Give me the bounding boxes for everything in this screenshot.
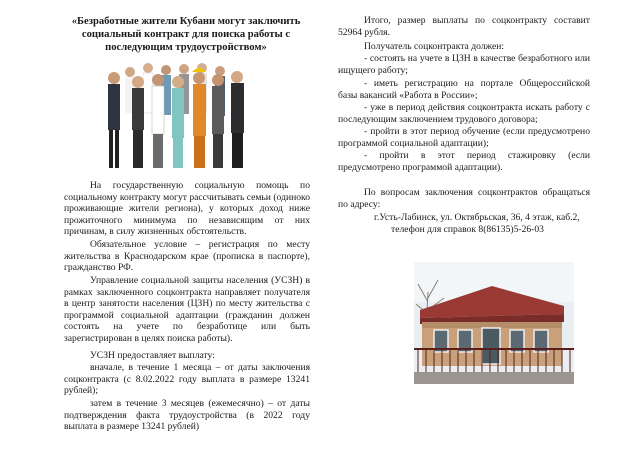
requirement-item: - пройти в этот период обучение (если предусмотрено программой социальной адаптации); (338, 126, 590, 149)
paragraph-requirement: Обязательное условие – регистрация по месту жительства в Краснодарском крае (прописка в паспорте), гражданство РФ. (64, 239, 310, 274)
workers-group-image (100, 60, 250, 172)
requirements-title: Получатель соцконтракта должен: (364, 41, 505, 52)
paragraph-payment-intro: УСЗН предоставляет выплату: (90, 350, 215, 361)
office-building-photo (414, 262, 574, 384)
requirement-item: - уже в период действия соцконтракта искать работу с последующим заключением трудового договора; (338, 102, 590, 125)
requirement-item: - состоять на учете в ЦЗН в качестве безработного или ищущего работу; (338, 53, 590, 76)
paragraph-payment-next: затем в течение 3 месяцев (ежемесячно) – от даты подтверждения факта трудоустройства (в 2022 году выплата в размере 13241 рублей) (64, 398, 310, 433)
requirement-item: - иметь регистрацию на портале Общероссийской базы вакансий «Работа в России»; (338, 78, 590, 101)
requirement-item: - пройти в этот период стажировку (если предусмотрено программой адаптации). (338, 150, 590, 173)
contact-question: По вопросам заключения соцконтрактов обращаться по адресу: (338, 187, 590, 210)
leaflet-title: «Безработные жители Кубани могут заключить социальный контракт для поиска работы с последующим трудоустройством» (71, 16, 301, 53)
contact-phone: телефон для справок 8(86135)5-26-03 (391, 224, 544, 235)
contact-address: г.Усть-Лабинск, ул. Октябрьская, 36, 4 этаж, каб.2, (374, 212, 580, 223)
paragraph-total: Итого, размер выплаты по соцконтракту составит 52964 рубля. (338, 15, 590, 38)
paragraph-payment-first: вначале, в течение 1 месяца – от даты заключения соцконтракта (с 8.02.2022 году выплата в размере 13241 рублей); (64, 362, 310, 397)
paragraph-uszn: Управление социальной защиты населения (УСЗН) в рамках заключенного соцконтракта направляет получателя в центр занятости населения (ЦЗН) по месту жительства с программой социальной адаптации (гражданин должен состоять на учете по безработице или быть зарегистрирован в целях поиска работы). (64, 275, 310, 344)
paragraph-eligibility: На государственную социальную помощь по социальному контракту могут рассчитывать семьи (одиноко проживающие жители региона), у которых доход ниже прожиточного минимума по независящим от них причинам, в силу жизненных обстоятельств. (64, 180, 310, 238)
